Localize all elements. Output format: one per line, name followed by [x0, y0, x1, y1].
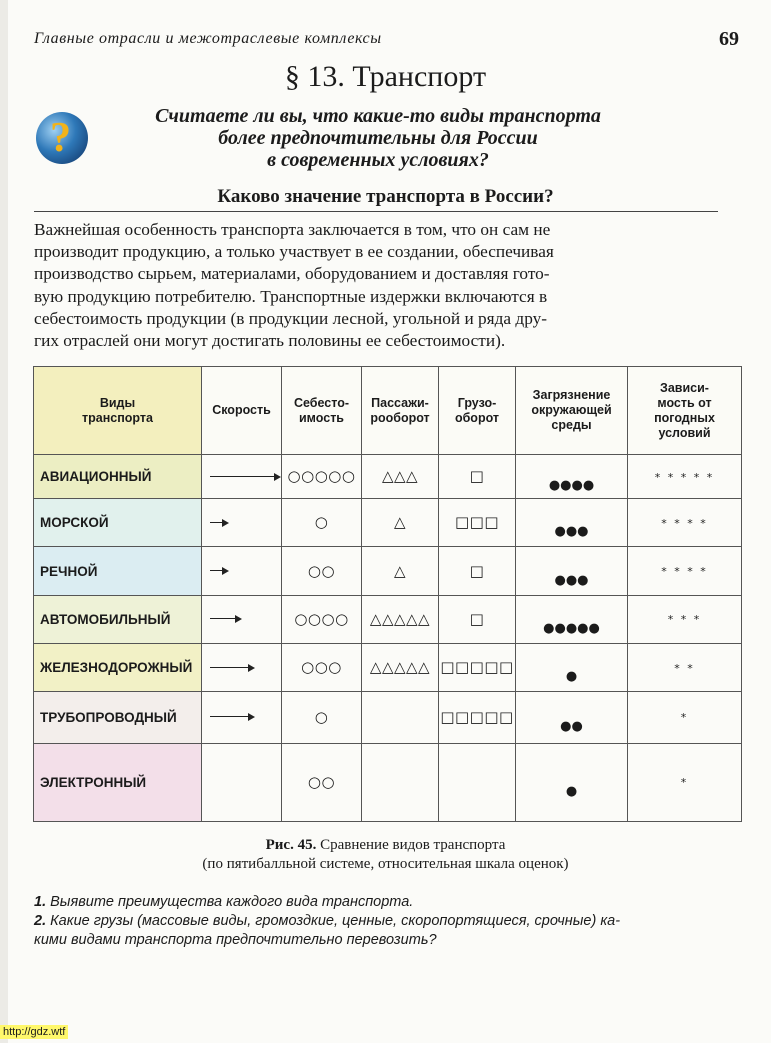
- passenger-cell: [362, 455, 439, 499]
- intro-question-line: Считаете ли вы, что какие-то виды транспорта: [155, 105, 601, 127]
- passenger-cell: [362, 743, 439, 822]
- speed-arrow-icon: [210, 664, 281, 672]
- table-row: [34, 499, 742, 547]
- caption-text: Сравнение видов транспорта: [320, 837, 506, 853]
- intro-question-line: в современных условиях?: [267, 149, 489, 171]
- speed-arrow-icon: [210, 473, 281, 481]
- col-header-line: Зависи-: [660, 380, 709, 395]
- transport-type-name: МОРСКОЙ: [34, 499, 202, 547]
- section-title: § 13. Транспорт: [284, 60, 487, 93]
- speed-cell: [202, 547, 282, 595]
- speed-cell: [202, 455, 282, 499]
- paragraph-line: гих отраслей они могут достигать половины ее себестоимости).: [34, 331, 506, 351]
- task-number: 2.: [34, 913, 47, 929]
- weather-cell: [628, 499, 742, 547]
- figure-caption: [0, 836, 771, 874]
- col-header-line: окружающей: [531, 403, 612, 417]
- cargo-cell: [439, 499, 516, 547]
- col-header-weather: [628, 367, 742, 455]
- page-margin-shadow: [0, 0, 8, 1043]
- transport-type-name: АВТОМОБИЛЬНЫЙ: [34, 595, 202, 643]
- pollution-cell-marks: ●●●: [554, 524, 589, 540]
- col-header-line: среды: [551, 418, 592, 432]
- pollution-cell-marks: ●●●●: [548, 478, 595, 494]
- pollution-cell: [516, 692, 628, 743]
- cost-cell: [282, 455, 362, 499]
- col-header-line: имость: [299, 410, 344, 425]
- weather-cell-marks: * * *: [667, 613, 702, 627]
- col-header-line: Грузо-: [457, 395, 497, 410]
- caption-line2: (по пятибалльной системе, относительная шкала оценок): [202, 856, 569, 872]
- cargo-cell-marks: □: [469, 561, 485, 580]
- cargo-cell-marks: □□□: [454, 513, 500, 532]
- task-item: [34, 931, 724, 950]
- speed-arrow-icon: [210, 615, 281, 623]
- speed-cell: [202, 499, 282, 547]
- col-header-line: Виды: [99, 395, 136, 410]
- weather-cell-marks: *: [680, 776, 689, 790]
- task-item: [34, 912, 724, 931]
- cost-cell: [282, 643, 362, 691]
- table-row: [34, 692, 742, 743]
- cargo-cell-marks: □: [469, 609, 485, 628]
- cargo-cell: [439, 643, 516, 691]
- weather-cell-marks: * *: [674, 661, 695, 675]
- weather-cell: [628, 643, 742, 691]
- transport-type-name: АВИАЦИОННЫЙ: [34, 455, 202, 499]
- paragraph-line: Важнейшая особенность транспорта заключается в том, что он сам не: [34, 220, 551, 239]
- col-header-line: Себесто-: [293, 395, 350, 410]
- pollution-cell-marks: ●●●●●: [543, 620, 600, 636]
- speed-arrow-icon: [210, 519, 281, 527]
- transport-type-name: РЕЧНОЙ: [34, 547, 202, 595]
- pollution-cell: [516, 595, 628, 643]
- passenger-cell-marks: △△△△△: [369, 609, 431, 628]
- cost-cell-marks: ○○○: [301, 658, 342, 677]
- passenger-cell: [362, 595, 439, 643]
- weather-cell-marks: *: [680, 711, 689, 725]
- passenger-cell: [362, 643, 439, 691]
- task-text: кими видами транспорта предпочтительно перевозить?: [34, 932, 437, 948]
- pollution-cell-marks: ●●●: [554, 572, 589, 588]
- pollution-cell-marks: ●: [565, 783, 578, 799]
- caption-label: Рис. 45.: [265, 837, 317, 853]
- weather-cell: [628, 743, 742, 822]
- paragraph-line: себестоимость продукции (в продукции лесной, угольной и ряда дру-: [34, 308, 548, 328]
- pollution-cell: [516, 455, 628, 499]
- cargo-cell: [439, 547, 516, 595]
- weather-cell: [628, 547, 742, 595]
- watermark-link[interactable]: http://gdz.wtf: [0, 1025, 68, 1039]
- transport-type-name: ЖЕЛЕЗНОДОРОЖНЫЙ: [34, 643, 202, 691]
- table-row: [34, 643, 742, 691]
- passenger-cell: [362, 692, 439, 743]
- task-text: Выявите преимущества каждого вида транспорта.: [50, 894, 414, 910]
- col-header-cargo: [439, 367, 516, 455]
- weather-cell: [628, 595, 742, 643]
- task-text: Какие грузы (массовые виды, громоздкие, ценные, скоропортящиеся, срочные) ка-: [50, 913, 621, 929]
- transport-type-name: ЭЛЕКТРОННЫЙ: [34, 743, 202, 822]
- passenger-cell-marks: △△△△△: [369, 658, 431, 677]
- weather-cell-marks: * * * *: [661, 516, 708, 530]
- table-row: [34, 547, 742, 595]
- col-header-line: Загрязнение: [532, 388, 611, 402]
- weather-cell-marks: * * * *: [661, 565, 708, 579]
- cost-cell: [282, 547, 362, 595]
- table-header-row: [34, 367, 742, 455]
- col-header-line: транспорта: [82, 410, 153, 425]
- passenger-cell: [362, 547, 439, 595]
- cost-cell: [282, 743, 362, 822]
- task-list: [34, 893, 724, 950]
- passenger-cell: [362, 499, 439, 547]
- pollution-cell-marks: ●●: [560, 718, 583, 734]
- intro-question: [92, 105, 664, 171]
- speed-cell: [202, 743, 282, 822]
- cost-cell-marks: ○○○○○: [287, 467, 356, 486]
- table-row: [34, 743, 742, 822]
- subheading: Каково значение транспорта в России?: [217, 186, 554, 207]
- pollution-cell: [516, 499, 628, 547]
- weather-cell-marks: * * * * *: [654, 470, 715, 484]
- question-globe-icon: ?: [36, 112, 88, 164]
- col-header-cost: [282, 367, 362, 455]
- cost-cell-marks: ○: [314, 707, 329, 726]
- speed-cell: [202, 595, 282, 643]
- speed-cell: [202, 643, 282, 691]
- paragraph-line: производство сырьем, материалами, оборудованием и доставляя гото-: [34, 264, 550, 284]
- task-item: [34, 893, 724, 912]
- transport-comparison-table: [33, 366, 742, 822]
- cargo-cell: [439, 455, 516, 499]
- weather-cell: [628, 455, 742, 499]
- col-header-line: оборот: [454, 410, 500, 425]
- col-header-line: условий: [658, 425, 711, 440]
- cost-cell: [282, 692, 362, 743]
- pollution-cell: [516, 643, 628, 691]
- table-row: [34, 595, 742, 643]
- intro-question-line: более предпочтительны для России: [218, 127, 538, 149]
- page-number: 69: [719, 28, 739, 50]
- passenger-cell-marks: △: [393, 513, 407, 532]
- cost-cell-marks: ○○: [307, 772, 336, 791]
- paragraph-line: вую продукцию потребителю. Транспортные издержки включаются в: [34, 286, 548, 306]
- col-header-speed: [202, 367, 282, 455]
- col-header-line: рооборот: [370, 410, 430, 425]
- cost-cell-marks: ○○: [307, 561, 336, 580]
- body-paragraph: [34, 219, 720, 352]
- col-header-line: Скорость: [212, 403, 271, 417]
- transport-type-name: ТРУБОПРОВОДНЫЙ: [34, 692, 202, 743]
- speed-arrow-icon: [210, 567, 281, 575]
- speed-cell: [202, 692, 282, 743]
- cargo-cell: [439, 692, 516, 743]
- table-row: [34, 455, 742, 499]
- col-header-passenger: [362, 367, 439, 455]
- cost-cell: [282, 499, 362, 547]
- paragraph-line: производит продукцию, а только участвует в ее создании, обеспечивая: [34, 242, 554, 262]
- cargo-cell-marks: □: [469, 467, 485, 486]
- cargo-cell: [439, 743, 516, 822]
- col-header-line: мость от: [657, 395, 712, 410]
- cost-cell-marks: ○: [314, 513, 329, 532]
- task-number: 1.: [34, 894, 47, 910]
- col-header-type: [34, 367, 202, 455]
- running-header: Главные отрасли и межотраслевые комплексы: [34, 30, 382, 47]
- pollution-cell: [516, 547, 628, 595]
- cost-cell-marks: ○○○○: [294, 609, 349, 628]
- passenger-cell-marks: △: [393, 561, 407, 580]
- weather-cell: [628, 692, 742, 743]
- cargo-cell: [439, 595, 516, 643]
- cost-cell: [282, 595, 362, 643]
- speed-arrow-icon: [210, 713, 281, 721]
- passenger-cell-marks: △△△: [381, 467, 419, 486]
- pollution-cell: [516, 743, 628, 822]
- cargo-cell-marks: □□□□□: [440, 707, 514, 726]
- cargo-cell-marks: □□□□□: [440, 658, 514, 677]
- col-header-line: Пассажи-: [371, 395, 429, 410]
- pollution-cell-marks: ●: [565, 669, 578, 685]
- col-header-pollution: [516, 367, 628, 455]
- subheading-rule: [34, 211, 718, 212]
- col-header-line: погодных: [654, 410, 715, 425]
